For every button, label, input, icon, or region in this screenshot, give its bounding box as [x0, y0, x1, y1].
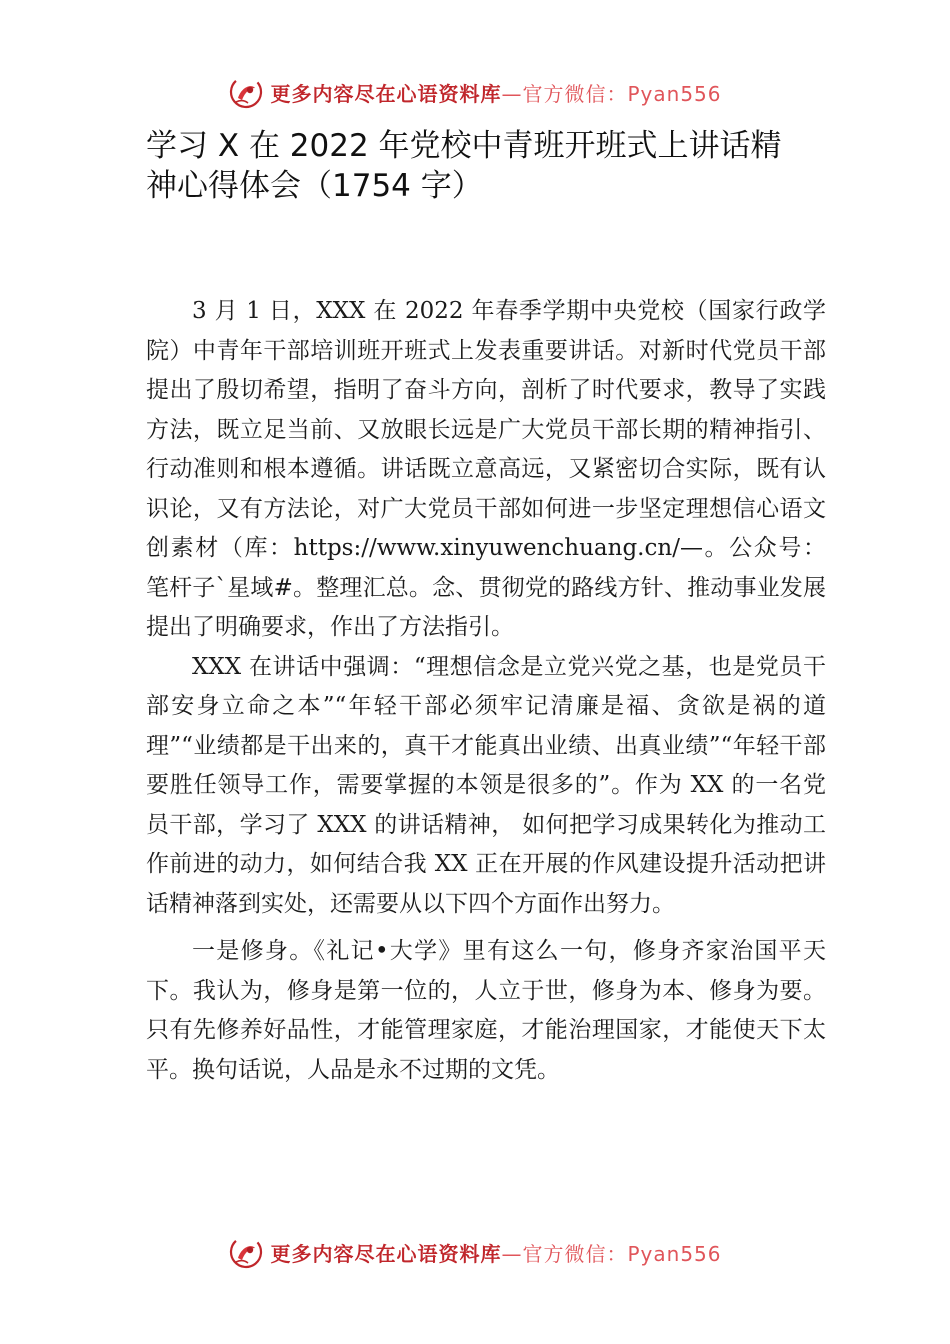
document-body: [146, 292, 826, 1090]
footer-watermark-banner: [0, 1232, 950, 1272]
document-title: 学习 X 在 2022 年党校中青班开班式上讲话精神心得体会（1754 字）: [146, 128, 782, 204]
paragraph-2: XXX 在讲话中强调：“理想信念是立党兴党之基，也是党员干部安身立命之本”“年轻干部必须牢记清廉是福、贪欲是祸的道理”“业绩都是干出来的，真干才能真出业绩、出真业绩”“年轻干部要胜任领导工作，需要掌握的本领是很多的”。作为 XX 的一名党员干部，学习了 XXX 的讲话精神， 如何把学习成果转化为推动工作前进的动力，如何结合我 XX 正在开展的作风建设提升活动把讲话精神落到实处，还需要从以下四个方面作出努力。: [146, 653, 826, 917]
header-watermark-banner: [0, 72, 950, 112]
flower-swirl-logo-icon: [228, 74, 264, 110]
banner-text: [270, 78, 721, 107]
paragraph-3: 一是修身。《礼记•大学》里有这么一句，修身齐家治国平天下。我认为，修身是第一位的，人立于世，修身为本、修身为要。只有先修养好品性，才能管理家庭，才能治理国家，才能使天下太平。换句话说，人品是永不过期的文凭。: [146, 938, 826, 1083]
banner-lead: 更多内容尽在心语资料库: [270, 81, 502, 106]
banner-dash: —: [501, 81, 523, 106]
banner-tail: 官方微信：: [522, 81, 628, 106]
banner-text: [270, 1238, 721, 1267]
flower-swirl-logo-icon: [228, 1234, 264, 1270]
banner-wechat-id: Pyan556: [627, 1241, 722, 1266]
paragraph-1: 3 月 1 日，XXX 在 2022 年春季学期中央党校（国家行政学院）中青年干部培训班开班式上发表重要讲话。对新时代党员干部提出了殷切希望，指明了奋斗方向，剖析了时代要求，教导了实践方法，既立足当前、又放眼长远是广大党员干部长期的精神指引、行动准则和根本遵循。讲话既立意高远，又紧密切合实际，既有认识论，又有方法论，对广大党员干部如何进一步坚定理想信心语文创素材（库：https://www.xinyuwenchuang.cn/—。公众号：笔杆子`星域#。整理汇总。念、贯彻党的路线方针、推动事业发展提出了明确要求，作出了方法指引。: [146, 298, 826, 640]
banner-lead: 更多内容尽在心语资料库: [270, 1241, 502, 1266]
banner-tail: 官方微信：: [522, 1241, 628, 1266]
banner-dash: —: [501, 1241, 523, 1266]
banner-wechat-id: Pyan556: [627, 81, 722, 106]
